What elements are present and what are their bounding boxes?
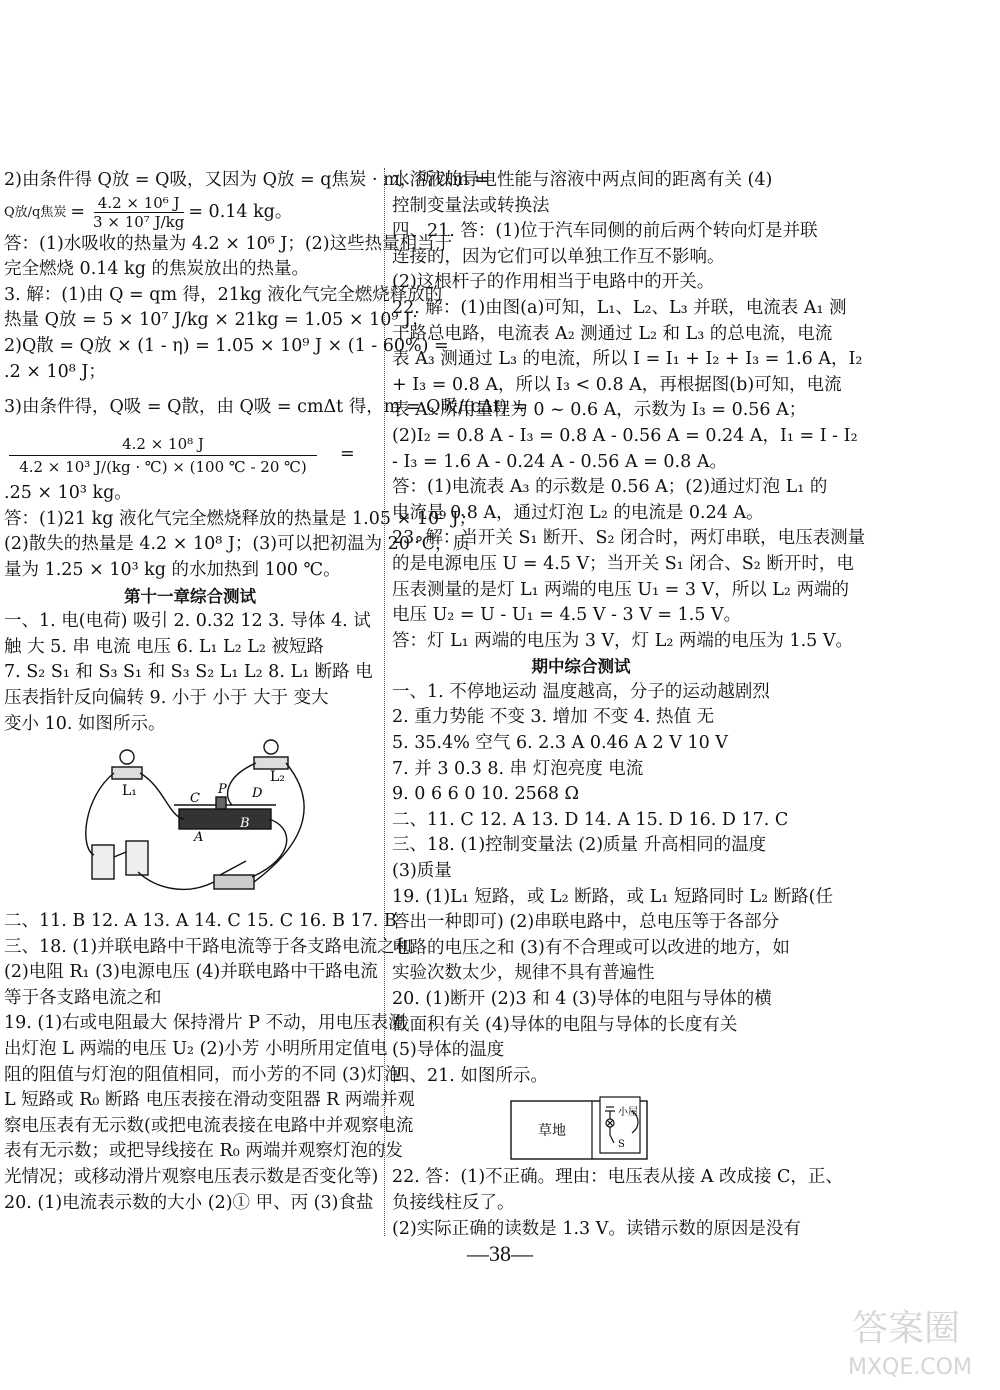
equals-sign: = <box>340 444 355 465</box>
text-line: + I₃ = 0.8 A，所以 I₃ < 0.8 A，再根据图(b)可知，电流 <box>392 374 842 395</box>
switch-label: S <box>618 1139 625 1151</box>
text-line: - I₃ = 1.6 A - 0.24 A - 0.56 A = 0.8 A。 <box>392 451 727 472</box>
text-line: 5. 35.4% 空气 6. 2.3 A 0.46 A 2 V 10 V <box>392 733 728 754</box>
text-line: (2)电阻 R₁ (3)电源电压 (4)并联电路中干路电流 <box>4 962 378 983</box>
text-line: 表 A₃ 测通过 L₃ 的电流，所以 I = I₁ + I₂ + I₃ = 1.6 A，I₂ <box>392 349 863 370</box>
text-line: 截面积有关 (4)导体的电阻与导体的长度有关 <box>392 1014 738 1035</box>
text-line: 电路的电压之和 (3)有不合理或可以改进的地方，如 <box>392 937 790 958</box>
label-c: C <box>190 791 200 807</box>
text-line: 压表指针反向偏转 9. 小于 小于 大于 变大 <box>4 687 329 708</box>
text-line: 察电压表有无示数(或把电流表接在电路中并观察电流 <box>4 1115 414 1136</box>
text-line: (3)质量 <box>392 861 452 882</box>
text-line: 答：(1)21 kg 液化气完全燃烧释放的热量是 1.05 × 10⁹ J； <box>4 508 477 529</box>
grass-label: 草地 <box>538 1123 566 1140</box>
fraction-prefix: Q放/q焦炭 <box>4 204 67 220</box>
section-heading: 期中综合测试 <box>531 657 631 677</box>
text-line: 热量 Q放 = 5 × 10⁷ J/kg × 21kg = 1.05 × 10⁹ J； <box>4 310 429 331</box>
text-line: .25 × 10³ kg。 <box>4 483 132 504</box>
watermark-logo <box>842 1292 992 1382</box>
text-line: 量为 1.25 × 10³ kg 的水加热到 100 ℃。 <box>4 559 341 580</box>
fraction <box>93 194 184 231</box>
text-line: 19. (1)右或电阻最大 保持滑片 P 不动，用电压表测 <box>4 1013 406 1034</box>
text-line: 实验次数太少，规律不具有普遍性 <box>392 963 655 984</box>
text-line: 7. S₂ S₁ 和 S₃ S₁ 和 S₃ S₂ L₁ L₂ 8. L₁ 断路 电 <box>4 662 373 683</box>
text-line: 一、1. 不停地运动 温度越高，分子的运动越剧烈 <box>392 681 770 702</box>
house-label: 小屋 <box>618 1107 638 1119</box>
fraction-line-2 <box>4 429 376 481</box>
label-a: A <box>194 830 204 846</box>
text-line: 光情况；或移动滑片观察电压表示数是否变化等) <box>4 1167 379 1188</box>
text-line: 触 大 5. 串 电流 电压 6. L₁ L₂ L₂ 被短路 <box>4 636 324 657</box>
text-line: 表有无示数；或把导线接在 R₀ 两端并观察灯泡的发 <box>4 1141 403 1162</box>
text-line: L 短路或 R₀ 断路 电压表接在滑动变阻器 R 两端并观 <box>4 1090 415 1111</box>
text-line: (5)导体的温度 <box>392 1040 505 1061</box>
text-line: 一、1. 电(电荷) 吸引 2. 0.32 12 3. 导体 4. 试 <box>4 611 371 632</box>
text-line: 3. 解：(1)由 Q = qm 得，21kg 液化气完全燃烧释放的 <box>4 284 443 305</box>
text-line: 的是电源电压 U = 4.5 V；当开关 S₁ 闭合、S₂ 断开时，电 <box>392 553 854 574</box>
text-line: 3)由条件得，Q吸 = Q散，由 Q吸 = cmΔt 得，m = Q吸/(cΔt) = <box>4 397 528 418</box>
right-column <box>392 168 866 1242</box>
text-line: .2 × 10⁸ J； <box>4 361 106 382</box>
text-line: 22. 答：(1)不正确。理由：电压表从接 A 改成接 C，正、 <box>392 1167 843 1188</box>
text-line: 出灯泡 L 两端的电压 U₂ (2)小芳 小明所用定值电 <box>4 1039 388 1060</box>
numerator: 4.2 × 10⁸ J <box>9 433 317 456</box>
text-line: 20. (1)断开 (2)3 和 4 (3)导体的电阻与导体的横 <box>392 989 772 1009</box>
page-number: —38— <box>467 1241 533 1266</box>
fraction <box>8 433 318 478</box>
text-line: 四、21. 答：(1)位于汽车同侧的前后两个转向灯是并联 <box>392 221 818 242</box>
text-line: 7. 并 3 0.3 8. 串 灯泡亮度 电流 <box>392 758 644 779</box>
fraction-line-1: Q放/q焦炭 = $\frac{\text{4.2 × 10⁶ J}}{\text{3 × 10⁷ J/kg}}$ = 0.14 kg。 <box>4 194 293 232</box>
label-l2: L₂ <box>270 769 285 786</box>
section-heading: 第十一章综合测试 <box>124 586 256 606</box>
text-line: 干路总电路，电流表 A₂ 测通过 L₂ 和 L₃ 的总电流，电流 <box>392 323 833 344</box>
text-line: 19. (1)L₁ 短路，或 L₂ 断路，或 L₁ 短路同时 L₂ 断路(任 <box>392 886 833 907</box>
text-line: 2)由条件得 Q放 = Q吸，又因为 Q放 = q焦炭 · m，所以m = <box>4 170 490 190</box>
circuit-drawing <box>74 737 374 907</box>
numerator: 4.2 × 10⁶ J <box>94 194 184 213</box>
denominator: 4.2 × 10³ J/(kg · ℃) × (100 ℃ - 20 ℃) <box>19 457 307 476</box>
house-circuit-figure <box>392 1089 770 1165</box>
text-line: 二、11. B 12. A 13. A 14. C 15. C 16. B 17. B <box>4 911 397 932</box>
denominator: 3 × 10⁷ J/kg <box>93 213 185 232</box>
label-p: P <box>218 782 227 798</box>
text-line: 2)Q散 = Q放 × (1 - η) = 1.05 × 10⁹ J × (1 - 60%) = <box>4 335 449 356</box>
text-line: 22. 解：(1)由图(a)可知，L₁、L₂、L₃ 并联，电流表 A₁ 测 <box>392 297 847 318</box>
text-line: 表 A₃ 所用量程为 0 ~ 0.6 A，示数为 I₃ = 0.56 A； <box>392 400 807 421</box>
label-l1: L₁ <box>122 783 137 800</box>
text-line: 答：(1)电流表 A₃ 的示数是 0.56 A；(2)通过灯泡 L₁ 的 <box>392 477 828 498</box>
text-line: 电流是 0.8 A，通过灯泡 L₂ 的电流是 0.24 A。 <box>392 502 764 523</box>
text-line: 答出一种即可) (2)串联电路中，总电压等于各部分 <box>392 912 780 933</box>
text-line: 压表测量的是灯 L₁ 两端的电压 U₁ = 3 V，所以 L₂ 两端的 <box>392 579 849 600</box>
text-line: 9. 0 6 6 0 10. 2568 Ω <box>392 784 580 805</box>
text-line: (2)I₂ = 0.8 A - I₃ = 0.8 A - 0.56 A = 0.24 A，I₁ = I - I₂ <box>392 425 858 446</box>
text-line: 等于各支路电流之和 <box>4 987 162 1008</box>
text-line: 水溶液的导电性能与溶液中两点间的距离有关 (4) <box>392 170 773 190</box>
text-line: 答：(1)水吸收的热量为 4.2 × 10⁶ J；(2)这些热量相当于 <box>4 233 453 254</box>
text-line: (2)实际正确的读数是 1.3 V。读错示数的原因是没有 <box>392 1218 801 1239</box>
text-line: 完全燃烧 0.14 kg 的焦炭放出的热量。 <box>4 259 309 280</box>
text-line: 变小 10. 如图所示。 <box>4 713 166 734</box>
house-circuit-drawing <box>510 1093 650 1163</box>
text-line: 20. (1)电流表示数的大小 (2)① 甲、丙 (3)食盐 <box>4 1192 374 1213</box>
text-line: 答：灯 L₁ 两端的电压为 3 V，灯 L₂ 两端的电压为 1.5 V。 <box>392 630 854 651</box>
text-line: 四、21. 如图所示。 <box>392 1065 548 1086</box>
watermark-url: MXQE.COM <box>848 1355 972 1380</box>
text-line: 电压 U₂ = U - U₁ = 4.5 V - 3 V = 1.5 V。 <box>392 605 742 626</box>
text-line: 连接的，因为它们可以单独工作互不影响。 <box>392 246 725 267</box>
watermark-text: 答案圈 <box>852 1308 961 1349</box>
text-line: 2. 重力势能 不变 3. 增加 不变 4. 热值 无 <box>392 707 715 728</box>
text-line: (2)散失的热量是 4.2 × 10⁸ J；(3)可以把初温为 20 ℃，质 <box>4 534 471 555</box>
fraction-result: = 0.14 kg。 <box>188 201 293 222</box>
text-line: 三、18. (1)并联电路中干路电流等于各支路电流之和 <box>4 936 413 957</box>
text-line: 二、11. C 12. A 13. D 14. A 15. D 16. D 17. C <box>392 809 789 830</box>
text-line: 负接线柱反了。 <box>392 1192 515 1213</box>
circuit-figure <box>4 737 376 909</box>
text-line: 三、18. (1)控制变量法 (2)质量 升高相同的温度 <box>392 835 767 856</box>
text-line: 控制变量法或转换法 <box>392 195 550 216</box>
text-line: 阻的阻值与灯泡的阻值相同，而小芳的不同 (3)灯泡 <box>4 1064 402 1085</box>
label-d: D <box>252 786 263 802</box>
label-b: B <box>240 816 250 832</box>
text-line: (2)这根杆子的作用相当于电路中的开关。 <box>392 272 715 293</box>
text-line: 23. 解：当开关 S₁ 断开、S₂ 闭合时，两灯串联，电压表测量 <box>392 528 866 549</box>
